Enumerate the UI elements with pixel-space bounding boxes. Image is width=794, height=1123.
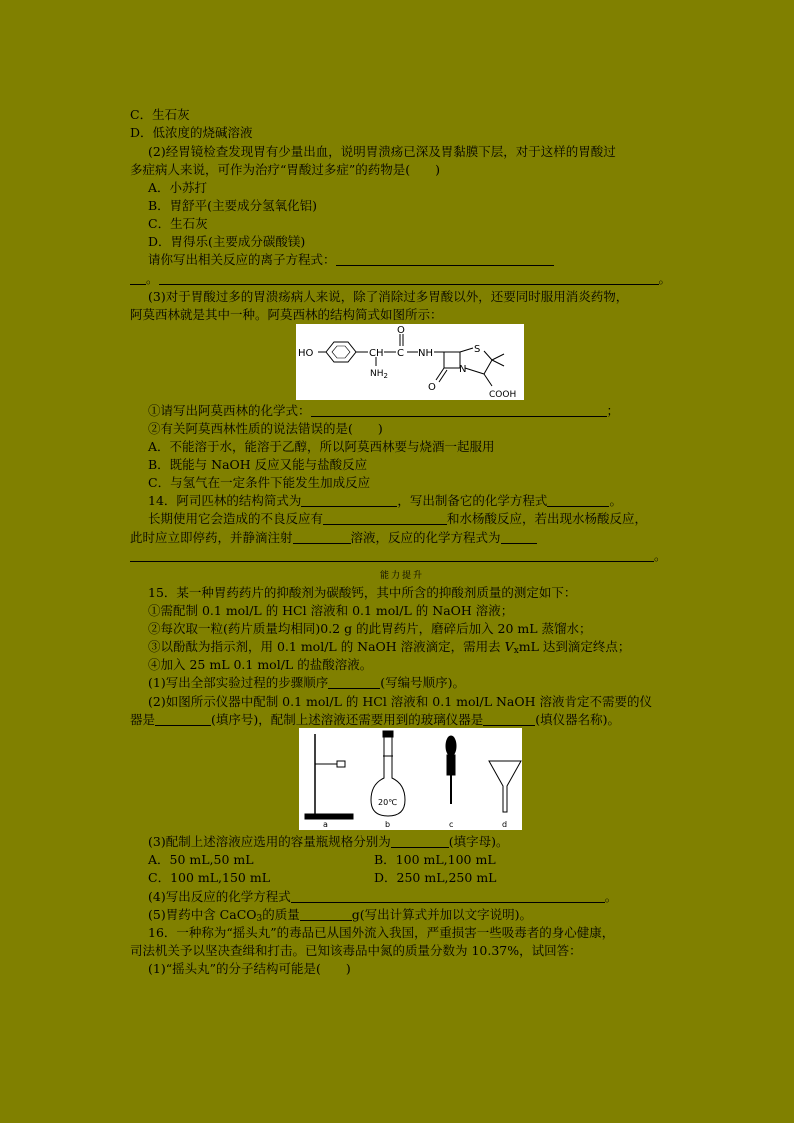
option-a-line: A．小苏打 (148, 180, 208, 195)
question-16-line2: 司法机关予以坚决查缉和打击。已知该毒品中氮的质量分数为 10.37%，试回答： (130, 943, 582, 958)
mol-c: C (397, 348, 404, 359)
c-s-bond (460, 348, 473, 352)
answer-blank (547, 493, 609, 507)
question-14-line4: 。 (130, 547, 667, 565)
dropper-body (447, 755, 455, 775)
question-3-line1: (3)对于胃酸过多的胃溃疡病人来说，除了消除过多胃酸以外，还要同时服用消炎药物， (148, 289, 629, 304)
answer-blank (501, 530, 537, 544)
mol-o: O (397, 325, 405, 336)
formula-prompt: ①请写出阿莫西林的化学式： ； (148, 403, 620, 418)
question-15-2-line2: 器是 (填序号)，配制上述溶液还需要用到的玻璃仪器是 (填仪器名称)。 (130, 712, 621, 727)
volume-option-b: B．100 mL,100 mL (374, 852, 496, 867)
benzene-ring (326, 342, 356, 362)
mol-nh: NH (418, 348, 433, 359)
step-4: ④加入 25 mL 0.1 mol/L 的盐酸溶液。 (148, 657, 373, 672)
question-14-line2: 长期使用它会造成的不良反应有 和水杨酸反应，若出现水杨酸反应， (148, 511, 648, 526)
answer-blank (159, 271, 659, 285)
property-option-b: B．既能与 NaOH 反应又能与盐酸反应 (148, 457, 368, 472)
volume-option-c: C．100 mL,150 mL (148, 870, 271, 885)
apparatus-svg (299, 728, 522, 830)
option-c-line: C．生石灰 (130, 107, 190, 122)
label-c: c (449, 820, 454, 829)
answer-blank (301, 493, 397, 507)
option-d2-line: D．胃得乐(主要成分碳酸镁) (148, 234, 306, 249)
amoxicillin-structure-svg (296, 324, 524, 400)
mol-n: N (459, 364, 467, 375)
property-option-c: C．与氢气在一定条件下能发生加成反应 (148, 475, 371, 490)
question-15-3: (3)配制上述溶液应选用的容量瓶规格分别为 (填字母)。 (148, 834, 509, 849)
step-3: ③以酚酞为指示剂，用 0.1 mol/L 的 NaOH 溶液滴定，需用去 $V_xmL$ 达到滴定终点； (148, 639, 631, 656)
answer-blank (336, 252, 554, 266)
lactam-co-bond-1 (436, 368, 444, 380)
option-d-line: D．低浓度的烧碱溶液 (130, 125, 253, 140)
answer-blank (328, 675, 380, 689)
question-15-intro: 15．某一种胃药药片的抑酸剂为碳酸钙，其中所含的抑酸剂质量的测定如下： (148, 585, 577, 600)
stand-base (305, 814, 353, 819)
mol-s: S (474, 344, 481, 355)
answer-blank (130, 548, 654, 562)
step-2: ②每次取一粒(药片质量均相同)0.2 g 的此胃药片，磨碎后加入 20 mL 蒸馏水； (148, 621, 592, 636)
flask-stopper (383, 731, 393, 737)
section-title: 能力提升 (380, 571, 425, 581)
mol-ho: HO (298, 348, 314, 359)
label-b: b (385, 820, 391, 829)
beta-lactam-ring (444, 352, 460, 368)
label-d: d (502, 820, 508, 829)
s-c-bond (484, 351, 492, 360)
ch-cooh-bond (484, 374, 492, 386)
mol-o2: O (428, 382, 436, 393)
answer-blank (483, 712, 535, 726)
question-2-line1: (2)经胃镜检查发现胃有少量出血，说明胃溃疡已深及胃黏膜下层，对于这样的胃酸过 (148, 144, 616, 159)
answer-blank (311, 403, 607, 417)
answer-blank (300, 907, 352, 921)
question-14-line1: 14．阿司匹林的结构简式为 ，写出制备它的化学方程式 。 (148, 493, 622, 508)
mol-ch: CH (369, 348, 384, 359)
option-b-line: B．胃舒平(主要成分氢氧化铝) (148, 198, 317, 213)
property-question: ②有关阿莫西林性质的说法错误的是( ) (148, 421, 383, 436)
answer-blank (130, 271, 146, 285)
ch-n-bond (465, 368, 484, 374)
benzene-inner-ring (332, 346, 350, 358)
mol-nh2: $NH_2$ (370, 369, 388, 380)
methyl-2 (492, 360, 504, 366)
question-15-5: (5)胃药中含 CaCO$_3$的质量 g(写出计算式并加以文字说明)。 (148, 907, 533, 924)
answer-line-full: 。 。 (130, 270, 671, 288)
volume-option-a: A．50 mL,50 mL (148, 852, 254, 867)
question-14-line3: 此时应立即停药，并静滴注射 溶液，反应的化学方程式为 (130, 529, 537, 547)
answer-blank (155, 712, 211, 726)
question-3-line2: 阿莫西林就是其中一种。阿莫西林的结构简式如图所示： (130, 307, 443, 322)
label-a: a (323, 820, 328, 829)
step-1: ①需配制 0.1 mol/L 的 HCl 溶液和 0.1 mol/L 的 NaOH 溶液； (148, 603, 514, 618)
apparatus-figure (299, 728, 522, 830)
question-15-1: (1)写出全部实验过程的步骤顺序 (写编号顺序)。 (148, 675, 465, 690)
question-2-line2: 多症病人来说，可作为治疗“胃酸过多症”的药物是( ) (130, 162, 441, 177)
question-16-line1: 16．一种称为“摇头丸”的毒品已从国外流入我国，严重损害一些吸毒者的身心健康， (148, 925, 615, 940)
amoxicillin-structure-figure (296, 324, 524, 400)
lactam-co-bond-2 (439, 370, 447, 382)
cme2-ch-bond (484, 360, 492, 374)
answer-blank (291, 889, 605, 903)
funnel (489, 761, 521, 812)
dropper-bulb (446, 736, 456, 756)
ionic-equation-prompt: 请你写出相关反应的离子方程式： (148, 251, 554, 269)
question-15-2-line1: (2)如图所示仪器中配制 0.1 mol/L 的 HCl 溶液和 0.1 mol/L NaOH 溶液肯定不需要的仪 (148, 694, 653, 709)
flask-label: 20℃ (378, 798, 398, 807)
stand-clamp (337, 761, 345, 767)
mol-cooh: COOH (489, 390, 517, 400)
property-option-a: A．不能溶于水，能溶于乙醇，所以阿莫西林要与烧酒一起服用 (148, 439, 495, 454)
volume-option-d: D．250 mL,250 mL (374, 870, 497, 885)
answer-blank (391, 834, 449, 848)
methyl-1 (492, 354, 504, 360)
question-16-1: (1)“摇头丸”的分子结构可能是( ) (148, 961, 351, 976)
question-15-4: (4)写出反应的化学方程式 。 (148, 889, 618, 904)
answer-blank (323, 511, 447, 525)
answer-blank (293, 530, 351, 544)
option-c2-line: C．生石灰 (148, 216, 208, 231)
